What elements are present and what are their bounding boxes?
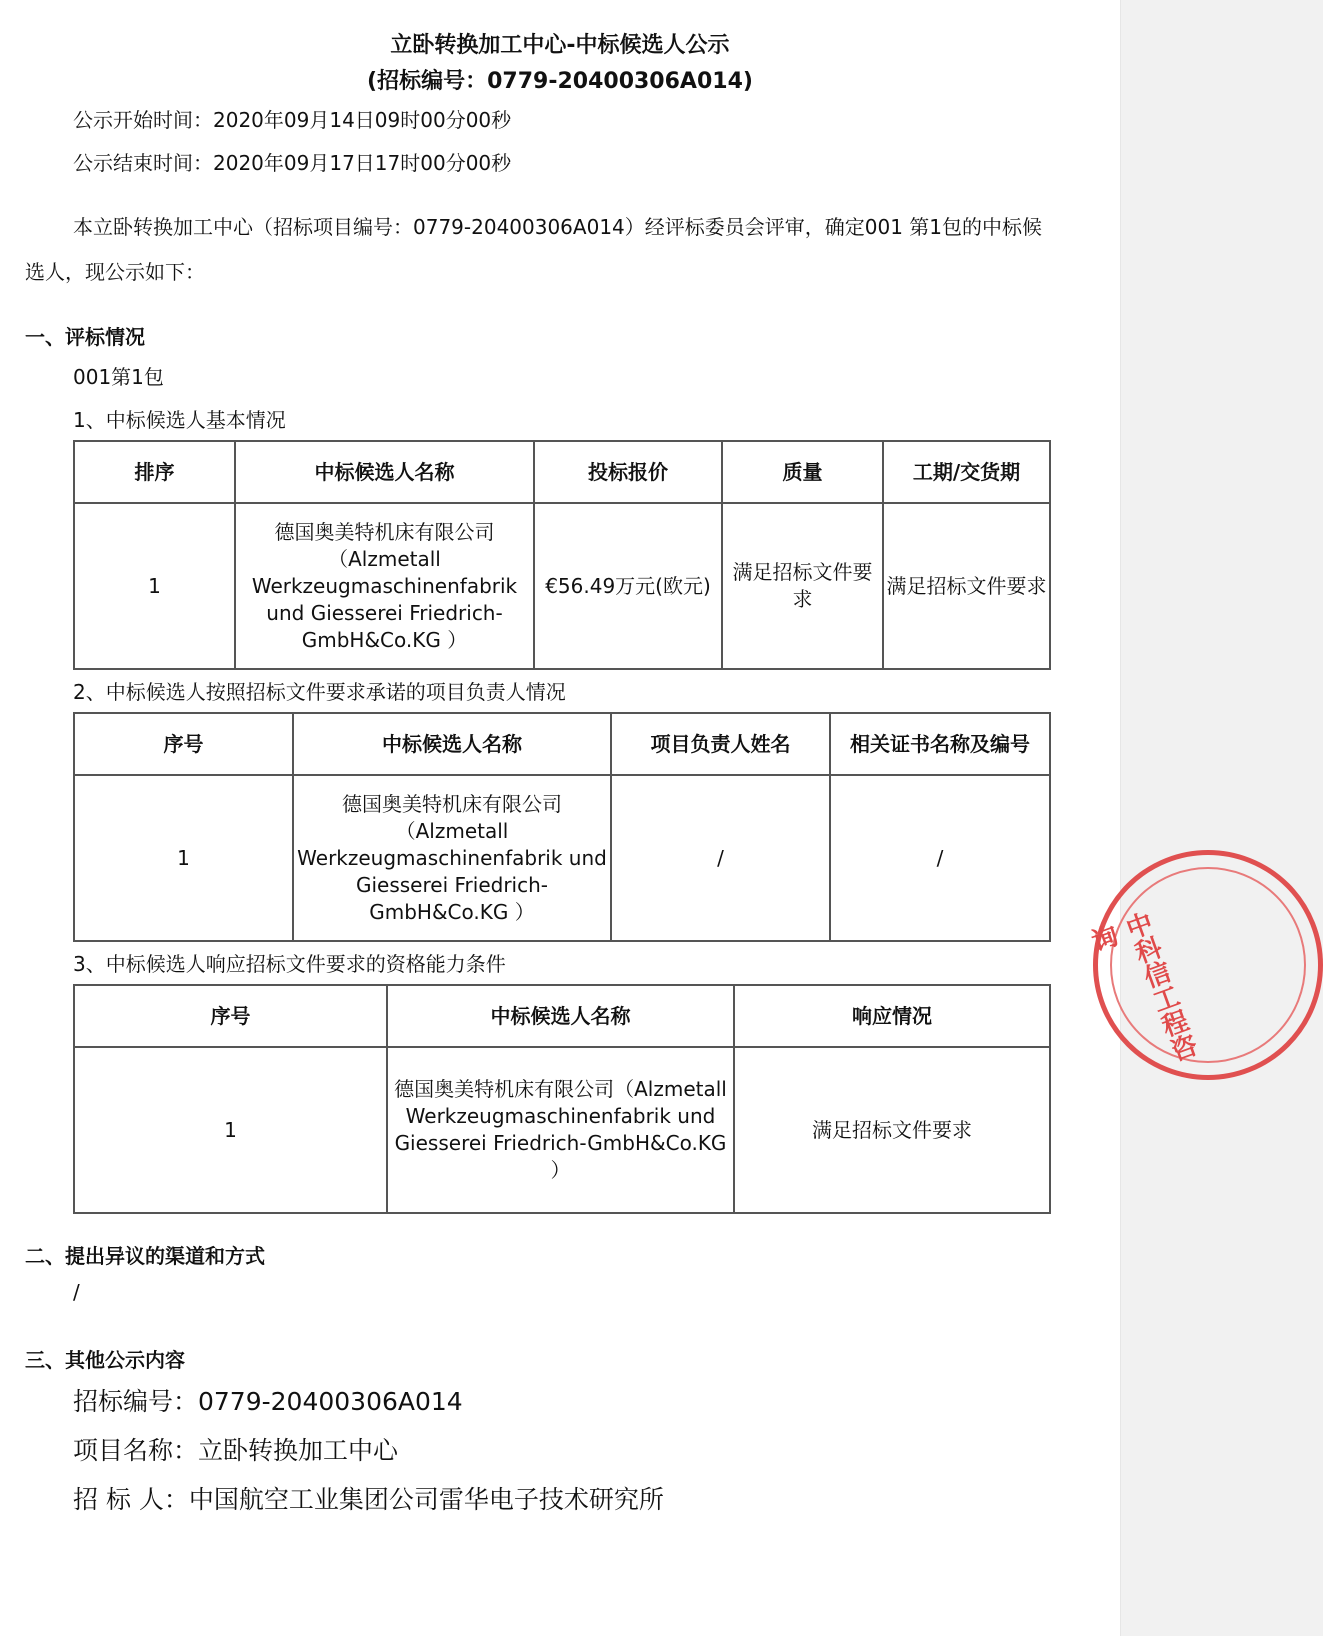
col-manager-name: 项目负责人姓名 <box>611 713 830 775</box>
table-header-row <box>74 713 1050 775</box>
subsection2-label: 2、中标候选人按照招标文件要求承诺的项目负责人情况 <box>73 680 566 704</box>
col-response: 响应情况 <box>734 985 1050 1047</box>
table-header-row <box>74 441 1050 503</box>
col-candidate-name: 中标候选人名称 <box>293 713 611 775</box>
bid-number-line: 招标编号：0779-20400306A014 <box>73 1387 463 1416</box>
section2-heading: 二、提出异议的渠道和方式 <box>25 1244 265 1268</box>
section1-heading: 一、评标情况 <box>25 325 145 349</box>
col-serial: 序号 <box>74 713 293 775</box>
cell-response: 满足招标文件要求 <box>734 1047 1050 1213</box>
project-name-line: 项目名称：立卧转换加工中心 <box>73 1436 399 1465</box>
cell-certificate: / <box>830 775 1050 941</box>
col-rank: 排序 <box>74 441 235 503</box>
cell-delivery: 满足招标文件要求 <box>883 503 1050 669</box>
cell-candidate-name: 德国奥美特机床有限公司（Alzmetall Werkzeugmaschinenfabrik und Giesserei Friedrich-GmbH&Co.KG ） <box>387 1047 734 1213</box>
cell-manager-name: / <box>611 775 830 941</box>
col-delivery: 工期/交货期 <box>883 441 1050 503</box>
tenderer-line: 招 标 人：中国航空工业集团公司雷华电子技术研究所 <box>73 1485 664 1514</box>
document-title: 立卧转换加工中心-中标候选人公示 <box>390 33 730 58</box>
cell-bid-price: €56.49万元(欧元) <box>534 503 722 669</box>
project-manager-table <box>73 712 1051 942</box>
qualification-table <box>73 984 1051 1214</box>
seal-text: 中科信工程咨询 <box>1083 908 1201 1066</box>
cell-candidate-name: 德国奥美特机床有限公司（Alzmetall Werkzeugmaschinenfabrik und Giesserei Friedrich-GmbH&Co.KG ） <box>293 775 611 941</box>
cell-quality: 满足招标文件要求 <box>722 503 883 669</box>
col-bid-price: 投标报价 <box>534 441 722 503</box>
candidate-basic-table <box>73 440 1051 670</box>
company-seal-stamp <box>1083 850 1323 1080</box>
publicity-end-time: 公示结束时间：2020年09月17日17时00分00秒 <box>73 151 512 175</box>
cell-serial: 1 <box>74 775 293 941</box>
cell-serial: 1 <box>74 1047 387 1213</box>
table-row <box>74 503 1050 669</box>
col-serial: 序号 <box>74 985 387 1047</box>
table-row <box>74 775 1050 941</box>
section3-heading: 三、其他公示内容 <box>25 1348 185 1372</box>
intro-paragraph: 本立卧转换加工中心（招标项目编号：0779-20400306A014）经评标委员会评审，确定001 第1包的中标候选人，现公示如下： <box>25 215 1043 284</box>
col-certificate: 相关证书名称及编号 <box>830 713 1050 775</box>
publicity-start-time: 公示开始时间：2020年09月14日09时00分00秒 <box>73 108 512 132</box>
objection-content: / <box>73 1280 80 1304</box>
cell-rank: 1 <box>74 503 235 669</box>
subsection3-label: 3、中标候选人响应招标文件要求的资格能力条件 <box>73 952 506 976</box>
col-candidate-name: 中标候选人名称 <box>387 985 734 1047</box>
col-candidate-name: 中标候选人名称 <box>235 441 534 503</box>
cell-candidate-name: 德国奥美特机床有限公司（Alzmetall Werkzeugmaschinenfabrik und Giesserei Friedrich-GmbH&Co.KG ） <box>235 503 534 669</box>
col-quality: 质量 <box>722 441 883 503</box>
bid-number-subtitle: (招标编号：0779-20400306A014) <box>367 69 753 94</box>
table-header-row <box>74 985 1050 1047</box>
package-label: 001第1包 <box>73 365 164 389</box>
table-row <box>74 1047 1050 1213</box>
subsection1-label: 1、中标候选人基本情况 <box>73 408 286 432</box>
